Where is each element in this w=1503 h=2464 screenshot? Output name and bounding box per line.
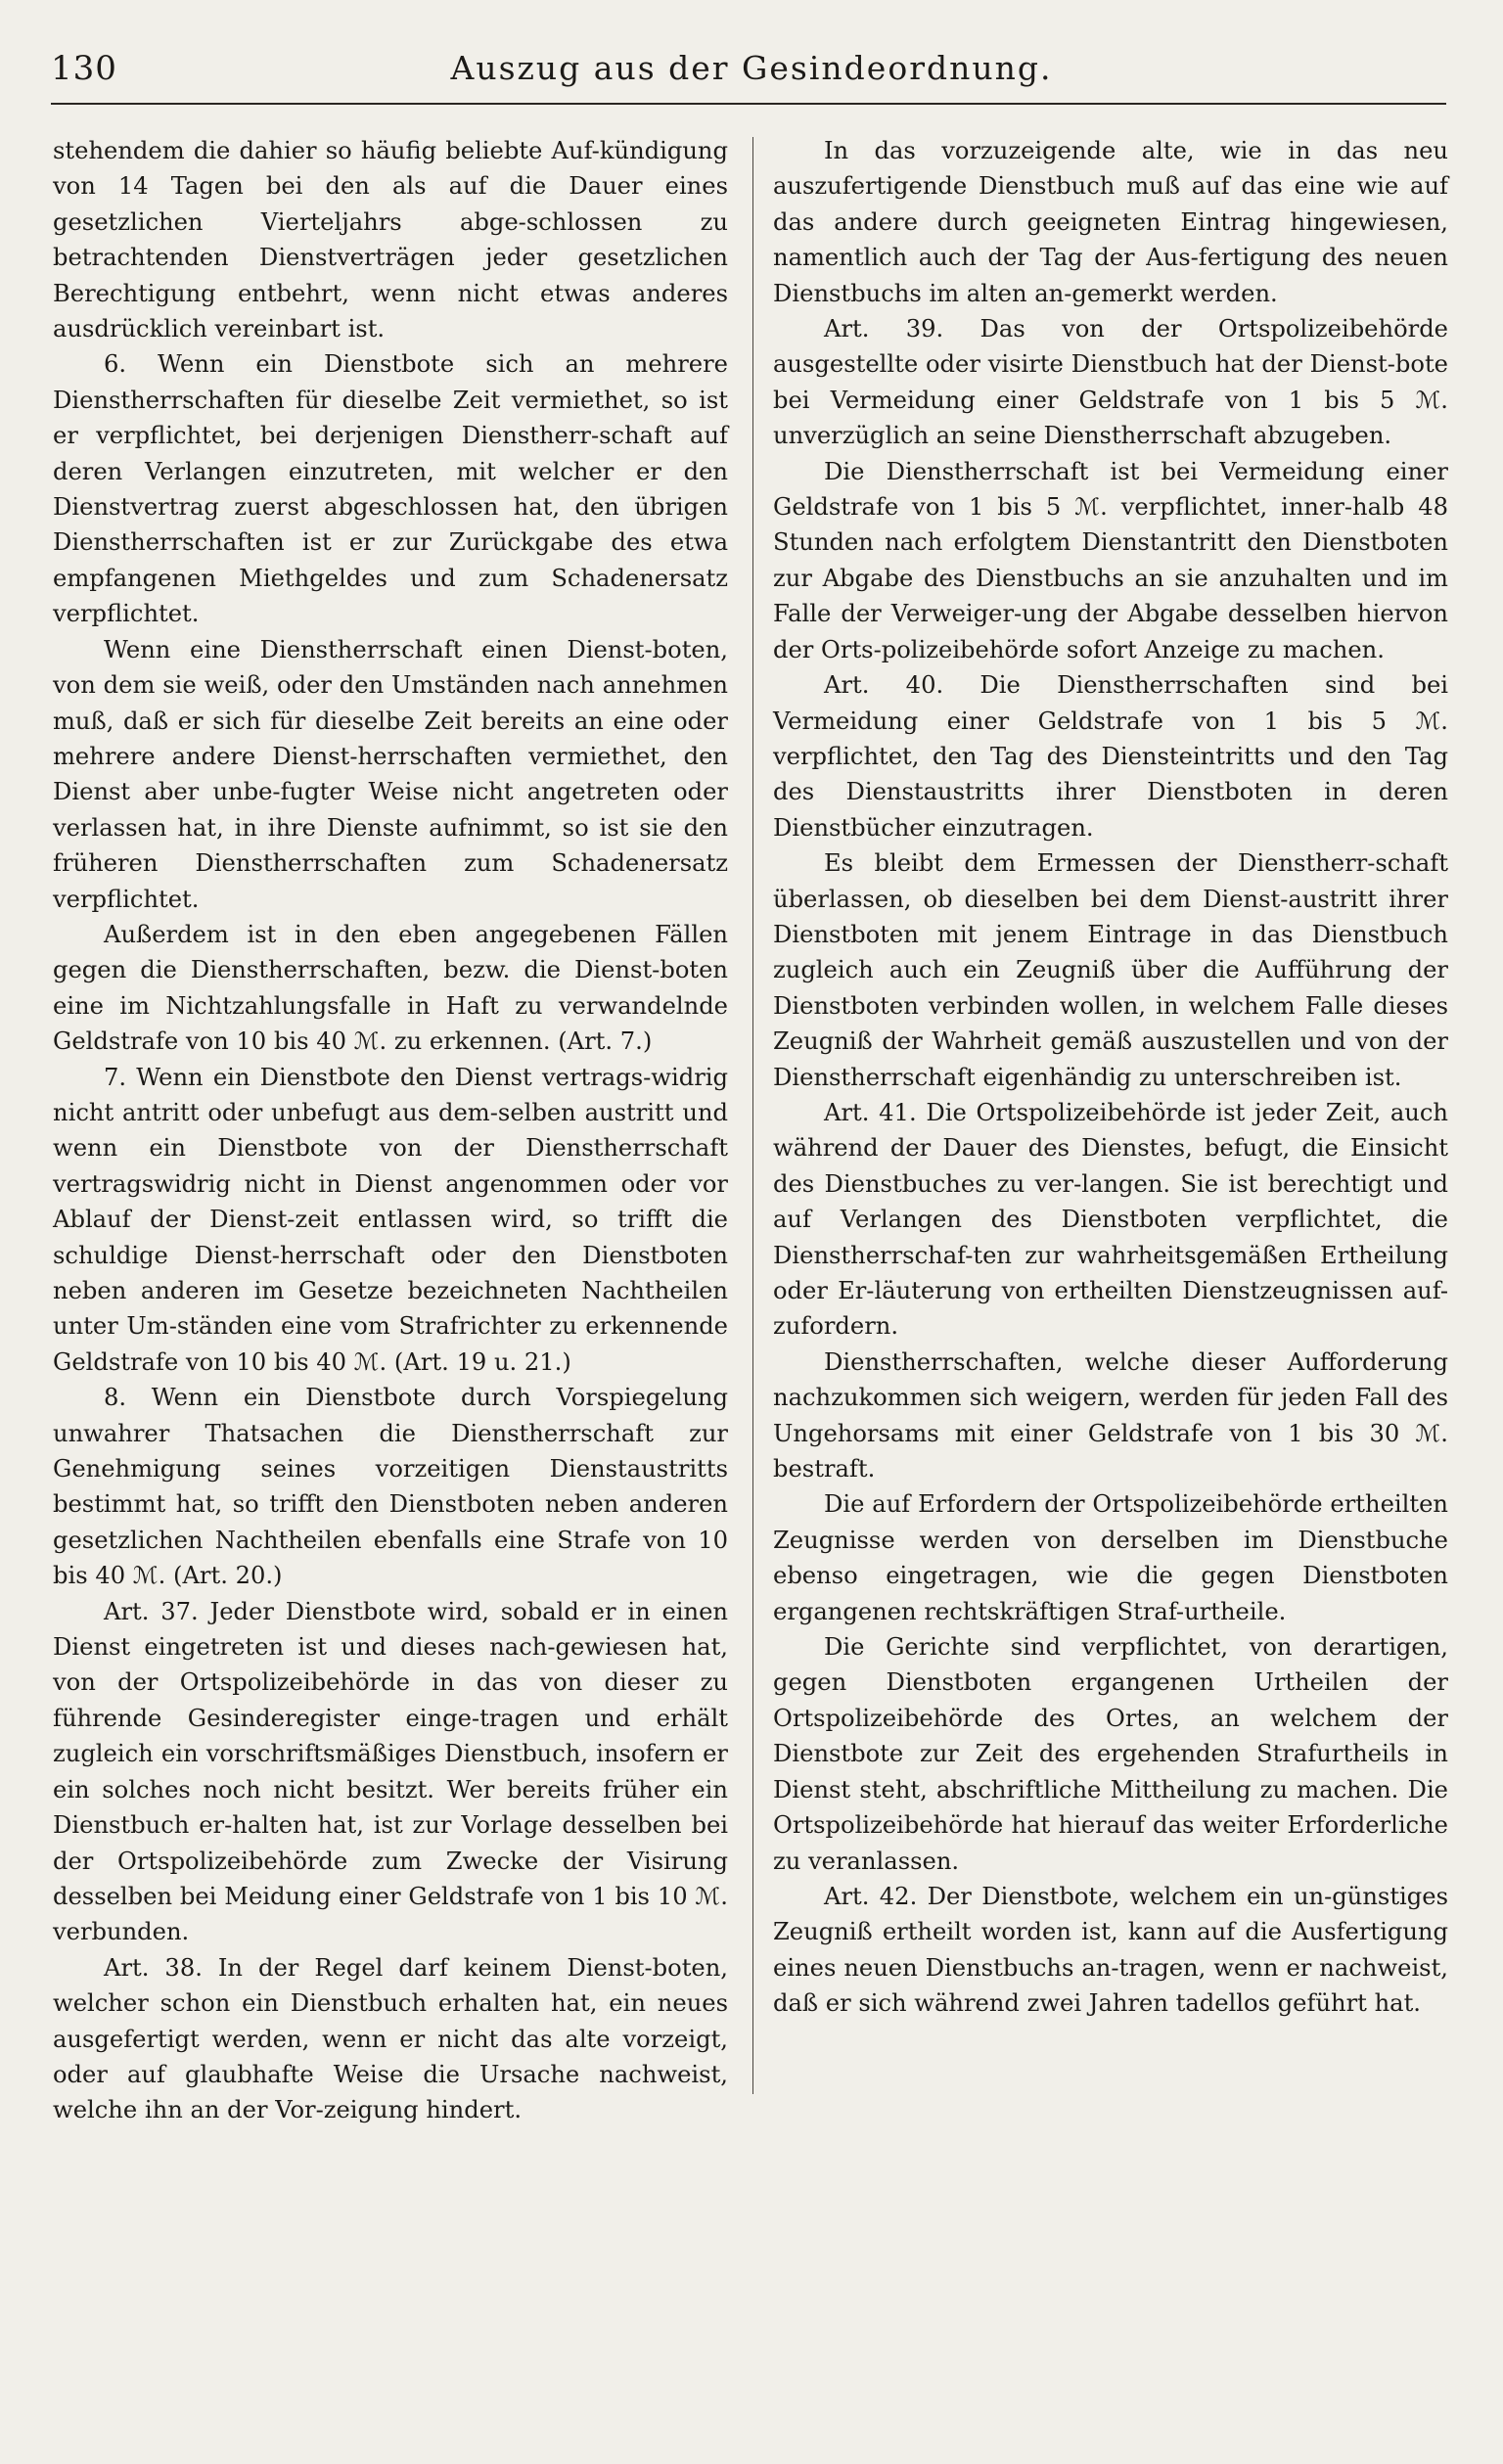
paragraph: Außerdem ist in den eben angegebenen Fällen gegen die Dienstherrschaften, bezw. die Dienst-boten eine im Nichtzahlungsfalle in Haft zu verwandelnde Geldstrafe von 10 bis 40 ℳ. zu erkennen. (Art. 7.) <box>53 920 728 1056</box>
paragraph: Es bleibt dem Ermessen der Dienstherr-schaft überlassen, ob dieselben bei dem Dienst-austritt ihrer Dienstboten mit jenem Eintrage in das Dienstbuch zugleich auch ein Zeugniß über die Aufführung der Dienstboten verbinden wollen, in welchem Falle dieses Zeugniß der Wahrheit gemäß auszustellen und von der Dienstherrschaft eigenhändig zu unterschreiben ist. <box>773 849 1448 1091</box>
column-divider <box>752 137 753 2094</box>
paragraph: 7. Wenn ein Dienstbote den Dienst vertrags-widrig nicht antritt oder unbefugt aus dem-selben austritt und wenn ein Dienstbote von der Dienstherrschaft vertragswidrig nicht in Dienst angenommen oder vor Ablauf der Dienst-zeit entlassen wird, so trifft die schuldige Dienst-herrschaft oder den Dienstboten neben anderen im Gesetze bezeichneten Nachtheilen unter Um-ständen eine vom Strafrichter zu erkennende Geldstrafe von 10 bis 40 ℳ. (Art. 19 u. 21.) <box>53 1063 728 1376</box>
header-rule <box>51 103 1446 105</box>
paragraph: stehendem die dahier so häufig beliebte Auf-kündigung von 14 Tagen bei den als auf die Dauer eines gesetzlichen Vierteljahrs abge-schlossen zu betrachtenden Dienstverträgen jeder gesetzlichen Berechtigung entbehrt, wenn nicht etwas anderes ausdrücklich vereinbart ist. <box>53 137 728 343</box>
paragraph: Art. 39. Das von der Ortspolizeibehörde ausgestellte oder visirte Dienstbuch hat der Dienst-bote bei Vermeidung einer Geldstrafe von 1 bis 5 ℳ. unverzüglich an seine Dienstherrschaft abzugeben. <box>773 315 1448 450</box>
paragraph: Art. 37. Jeder Dienstbote wird, sobald er in einen Dienst eingetreten ist und dieses nach-gewiesen hat, von der Ortspolizeibehörde in das von dieser zu führende Gesinderegister einge-tragen und erhält zugleich ein vorschriftsmäßiges Dienstbuch, insofern er ein solches noch nicht besitzt. Wer bereits früher ein Dienstbuch er-halten hat, ist zur Vorlage desselben bei der Ortspolizeibehörde zum Zwecke der Visirung desselben bei Meidung einer Geldstrafe von 1 bis 10 ℳ. verbunden. <box>53 1597 728 1946</box>
paragraph: Die Gerichte sind verpflichtet, von derartigen, gegen Dienstboten ergangenen Urtheilen der Ortspolizeibehörde des Ortes, an welchem der Dienstbote zur Zeit des ergehenden Strafurtheils in Dienst steht, abschriftliche Mittheilung zu machen. Die Ortspolizeibehörde hat hierauf das weiter Erforderliche zu veranlassen. <box>773 1633 1448 1875</box>
paragraph: In das vorzuzeigende alte, wie in das neu auszufertigende Dienstbuch muß auf das eine wie auf das andere durch geeigneten Eintrag hingewiesen, namentlich auch der Tag der Aus-fertigung des neuen Dienstbuchs im alten an-gemerkt werden. <box>773 137 1448 307</box>
paragraph: Art. 42. Der Dienstbote, welchem ein un-günstiges Zeugniß ertheilt worden ist, kann auf die Ausfertigung eines neuen Dienstbuchs an-tragen, wenn er nachweist, daß er sich während zwei Jahren tadellos geführt hat. <box>773 1882 1448 2018</box>
paragraph: Die Dienstherrschaft ist bei Vermeidung einer Geldstrafe von 1 bis 5 ℳ. verpflichtet, inner-halb 48 Stunden nach erfolgtem Dienstantritt den Dienstboten zur Abgabe des Dienstbuchs an sie anzuhalten und im Falle der Verweiger-ung der Abgabe desselben hiervon der Orts-polizeibehörde sofort Anzeige zu machen. <box>773 457 1448 663</box>
running-head: Auszug aus der Gesindeordnung. <box>450 49 1053 87</box>
paragraph: Die auf Erfordern der Ortspolizeibehörde ertheilten Zeugnisse werden von derselben im Dienstbuche ebenso eingetragen, wie die gegen Dienstboten ergangenen rechtskräftigen Straf-urtheile. <box>773 1490 1448 1625</box>
paragraph: Wenn eine Dienstherrschaft einen Dienst-boten, von dem sie weiß, oder den Umständen nach annehmen muß, daß er sich für dieselbe Zeit bereits an eine oder mehrere andere Dienst-herrschaften vermiethet, den Dienst aber unbe-fugter Weise nicht angetreten oder verlassen hat, in ihre Dienste aufnimmt, so ist sie den früheren Dienstherrschaften zum Schadenersatz verpflichtet. <box>53 635 728 913</box>
page-number: 130 <box>51 49 117 88</box>
paragraph: Art. 41. Die Ortspolizeibehörde ist jeder Zeit, auch während der Dauer des Dienstes, befugt, die Einsicht des Dienstbuches zu ver-langen. Sie ist berechtigt und auf Verlangen des Dienstboten verpflichtet, die Dienstherrschaf-ten zur wahrheitsgemäßen Ertheilung oder Er-läuterung von ertheilten Dienstzeugnissen auf-zufordern. <box>773 1098 1448 1341</box>
left-column <box>53 133 728 2128</box>
paragraph: 6. Wenn ein Dienstbote sich an mehrere Dienstherrschaften für dieselbe Zeit vermiethet, so ist er verpflichtet, bei derjenigen Dienstherr-schaft auf deren Verlangen einzutreten, mit welcher er den Dienstvertrag zuerst abgeschlossen hat, den übrigen Dienstherrschaften ist er zur Zurückgabe des etwa empfangenen Miethgeldes und zum Schadenersatz verpflichtet. <box>53 350 728 628</box>
paragraph: Art. 40. Die Dienstherrschaften sind bei Vermeidung einer Geldstrafe von 1 bis 5 ℳ. verpflichtet, den Tag des Diensteintritts und den Tag des Dienstaustritts ihrer Dienstboten in deren Dienstbücher einzutragen. <box>773 671 1448 842</box>
right-column <box>773 133 1448 2022</box>
paragraph: 8. Wenn ein Dienstbote durch Vorspiegelung unwahrer Thatsachen die Dienstherrschaft zur Genehmigung seines vorzeitigen Dienstaustritts bestimmt hat, so trifft den Dienstboten neben anderen gesetzlichen Nachtheilen ebenfalls eine Strafe von 10 bis 40 ℳ. (Art. 20.) <box>53 1384 728 1590</box>
paragraph: Dienstherrschaften, welche dieser Aufforderung nachzukommen sich weigern, werden für jeden Fall des Ungehorsams mit einer Geldstrafe von 1 bis 30 ℳ. bestraft. <box>773 1347 1448 1483</box>
paragraph: Art. 38. In der Regel darf keinem Dienst-boten, welcher schon ein Dienstbuch erhalten hat, ein neues ausgefertigt werden, wenn er nicht das alte vorzeigt, oder auf glaubhafte Weise die Ursache nachweist, welche ihn an der Vor-zeigung hindert. <box>53 1953 728 2124</box>
